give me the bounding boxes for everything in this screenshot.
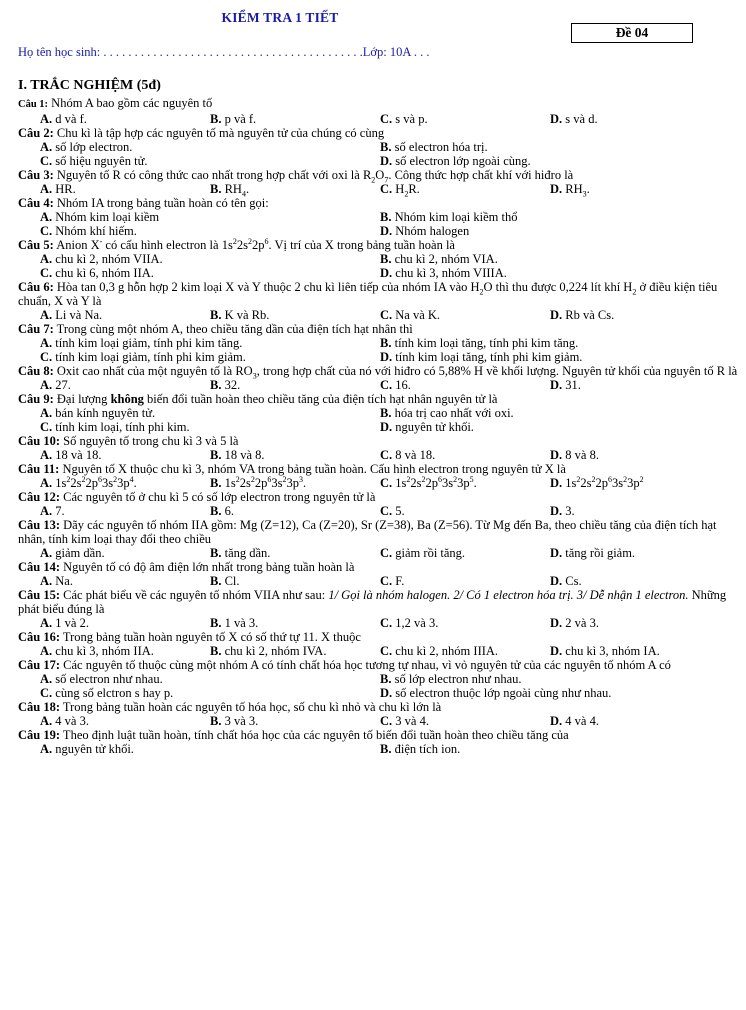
option-b[interactable]: B. 3 và 3. [210,714,259,728]
option-a[interactable]: A. 27. [40,378,71,392]
answer-options [40,546,740,560]
question-14 [18,560,740,588]
option-a[interactable]: A. nguyên tử khối. [40,742,134,756]
question-text: Nhóm A bao gồm các nguyên tố [48,96,213,110]
question-stem [18,490,740,504]
option-c[interactable]: C. F. [380,574,405,588]
question-label: Câu 2: [18,126,54,140]
question-text: Chu kì là tập hợp các nguyên tố mà nguyên tử của chúng có cùng [53,126,385,140]
option-a[interactable]: A. số lớp electron. [40,140,133,154]
option-b[interactable]: B. $RH_4$. [210,182,250,199]
question-stem [18,630,740,644]
question-11 [18,462,740,490]
option-b[interactable]: B. chu kì 2, nhóm VIA. [380,252,498,266]
question-label: Câu 14: [18,560,61,574]
option-d[interactable]: D. Rb và Cs. [550,308,615,322]
question-stem [18,588,740,616]
option-c[interactable]: C. $H_2R$. [380,182,420,199]
option-c[interactable]: C. 16. [380,378,411,392]
option-a[interactable]: A. Li và Na. [40,308,103,322]
option-b[interactable]: B. tăng dần. [210,546,271,560]
question-label: Câu 3: [18,168,54,182]
question-stem [18,280,740,308]
option-c[interactable]: C. $1s^22s^22p^63s^23p^5$. [380,474,477,490]
answer-options [40,644,740,658]
option-b[interactable]: B. 18 và 8. [210,448,265,462]
question-text: Các nguyên tố ở chu kì 5 có số lớp electron trong nguyên tử là [60,490,376,504]
question-text: Các nguyên tố thuộc cùng một nhóm A có tính chất hóa học tương tự nhau, vì vỏ nguyên tử của các nguyên tố nhóm A có [60,658,671,672]
question-stem [18,126,740,140]
option-c[interactable]: C. s và p. [380,112,428,126]
question-16 [18,630,740,658]
question-text: Nguyên tố R có công thức cao nhất trong hợp chất với oxi là $R_2O_7$. Công thức hợp chất khí với hiđro là [53,168,574,185]
question-stem [18,392,740,406]
question-2 [18,126,740,168]
question-text: Theo định luật tuần hoàn, tính chất hóa học của các nguyên tố biến đổi tuần hoàn theo chiều tăng của [60,728,569,742]
section-heading: I. TRẮC NGHIỆM (5đ) [18,78,161,93]
option-b[interactable]: B. hóa trị cao nhất với oxi. [380,406,514,420]
answer-options [40,378,740,392]
option-d[interactable]: D. 31. [550,378,581,392]
question-text: Nhóm IA trong bảng tuần hoàn có tên gọi: [53,196,269,210]
question-stem [18,700,740,714]
option-c[interactable]: C. chu kì 6, nhóm IIA. [40,266,154,280]
question-stem [18,364,740,381]
option-a[interactable]: A. Na. [40,574,73,588]
option-c[interactable]: C. chu kì 2, nhóm IIIA. [380,644,499,658]
question-12 [18,490,740,518]
option-d[interactable]: D. $RH_3$. [550,182,590,199]
option-c[interactable]: C. 8 và 18. [380,448,436,462]
option-b[interactable]: B. chu kì 2, nhóm IVA. [210,644,327,658]
question-text: Các phát biểu về các nguyên tố nhóm VIIA như sau: 1/ Gọi là nhóm halogen. 2/ Có 1 electron hóa trị. 3/ Dễ nhận 1 electron. Những phát biểu đúng là [18,588,727,616]
option-d[interactable]: D. 3. [550,504,575,518]
option-b[interactable]: B. K và Rb. [210,308,270,322]
option-c[interactable]: C. số hiệu nguyên tử. [40,154,148,168]
question-text: Oxit cao nhất của một nguyên tố là $RO_3$, trong hợp chất của nó với hiđro có 5,88% H về khối lượng. Nguyên tử khối của nguyên tố R là [53,364,738,381]
question-stem [18,518,740,546]
question-stem [18,196,740,210]
question-label: Câu 11: [18,462,60,476]
question-text: Số nguyên tố trong chu kì 3 và 5 là [60,434,239,448]
question-label: Câu 13: [18,518,61,532]
question-text: Nguyên tố X thuộc chu kì 3, nhóm VA trong bảng tuần hoàn. Cấu hình electron trong nguyên tử X là [59,462,566,476]
option-b[interactable]: B. điện tích ion. [380,742,461,756]
answer-options [40,182,740,199]
option-a[interactable]: A. 7. [40,504,65,518]
option-d[interactable]: D. 4 và 4. [550,714,599,728]
question-5 [18,238,740,280]
question-text: Dãy các nguyên tố nhóm IIA gồm: Mg (Z=12), Ca (Z=20), Sr (Z=38), Ba (Z=56). Từ Mg đến Ba, theo chiều tăng của điện tích hạt nhân, tính kim loại thay đổi theo chiều [18,518,717,546]
option-a[interactable]: A. d và f. [40,112,87,126]
question-9 [18,392,740,434]
option-b[interactable]: B. tính kim loại tăng, tính phi kim tăng. [380,336,579,350]
question-text: Đại lượng không biến đổi tuần hoàn theo chiều tăng của điện tích hạt nhân nguyên tử là [53,392,498,406]
option-d[interactable]: D. 2 và 3. [550,616,599,630]
question-stem [18,658,740,672]
question-8 [18,364,740,392]
option-d[interactable]: D. s và d. [550,112,598,126]
option-a[interactable]: A. chu kì 3, nhóm IIA. [40,644,154,658]
option-a[interactable]: A. tính kim loại giảm, tính phi kim tăng. [40,336,243,350]
answer-options [40,574,740,588]
exam-code-box: Đề 04 [571,23,693,43]
question-stem [18,322,740,336]
question-label: Câu 6: [18,280,54,294]
question-stem [18,238,740,252]
option-d[interactable]: D. 8 và 8. [550,448,599,462]
question-4 [18,196,740,238]
answer-options [40,714,740,728]
option-a[interactable]: A. 18 và 18. [40,448,102,462]
option-c[interactable]: C. 3 và 4. [380,714,429,728]
answer-options [40,504,740,518]
question-17 [18,658,740,700]
answer-options [40,210,740,238]
option-c[interactable]: C. cùng số elctron s hay p. [40,686,174,700]
answer-options [40,406,740,434]
question-label: Câu 7: [18,322,54,336]
question-19 [18,728,740,756]
option-b[interactable]: B. 32. [210,378,241,392]
question-text: Nguyên tố có độ âm điện lớn nhất trong bảng tuần hoàn là [60,560,355,574]
option-d[interactable]: D. số electron lớp ngoài cùng. [380,154,531,168]
option-d[interactable]: D. chu kì 3, nhóm VIIIA. [380,266,507,280]
question-list [18,96,740,756]
answer-options [40,742,740,756]
option-d[interactable]: D. số electron thuộc lớp ngoài cùng như nhau. [380,686,612,700]
option-d[interactable]: D. Nhóm halogen [380,224,470,238]
question-stem [18,462,740,476]
option-a[interactable]: A. giảm dần. [40,546,105,560]
option-b[interactable]: B. $1s^22s^22p^63s^23p^3$. [210,474,307,490]
question-label: Câu 15: [18,588,61,602]
option-a[interactable]: A. bán kính nguyên tử. [40,406,156,420]
question-3 [18,168,740,199]
answer-options [40,672,740,700]
question-stem [18,434,740,448]
option-b[interactable]: B. số electron hóa trị. [380,140,488,154]
question-6 [18,280,740,322]
question-label: Câu 10: [18,434,61,448]
option-c[interactable]: C. 1,2 và 3. [380,616,439,630]
option-b[interactable]: B. 1 và 3. [210,616,259,630]
question-stem [18,560,740,574]
option-c[interactable]: C. 5. [380,504,405,518]
question-text: Trong cùng một nhóm A, theo chiều tăng dần của điện tích hạt nhân thì [53,322,413,336]
question-label: Câu 18: [18,700,61,714]
option-a[interactable]: A. HR. [40,182,76,196]
option-a[interactable]: A. $1s^22s^22p^63s^23p^4$. [40,474,137,490]
option-a[interactable]: A. Nhóm kim loại kiềm [40,210,160,224]
option-c[interactable]: C. Nhóm khí hiếm. [40,224,137,238]
answer-options [40,112,740,126]
answer-options [40,616,740,630]
option-d[interactable]: D. tính kim loại tăng, tính phi kim giảm. [380,350,583,364]
answer-options [40,140,740,168]
option-d[interactable]: D. nguyên tử khối. [380,420,474,434]
option-d[interactable]: D. chu kì 3, nhóm IA. [550,644,660,658]
option-a[interactable]: A. 4 và 3. [40,714,89,728]
question-15 [18,588,740,630]
question-label: Câu 12: [18,490,61,504]
question-stem [18,168,740,185]
option-b[interactable]: B. p và f. [210,112,257,126]
option-b[interactable]: B. Cl. [210,574,240,588]
question-10 [18,434,740,462]
question-text: Hòa tan 0,3 g hỗn hợp 2 kim loại X và Y thuộc 2 chu kì liên tiếp của nhóm IA vào $H_2O$ thì thu được 0,224 lít khí $H_2$ ở điều kiện tiêu chuẩn, X và Y là [18,280,718,308]
answer-options [40,476,740,490]
question-label: Câu 19: [18,728,61,742]
question-label: Câu 5: [18,238,54,252]
option-a[interactable]: A. 1 và 2. [40,616,89,630]
question-label: Câu 16: [18,630,61,644]
question-label: Câu 4: [18,196,54,210]
option-d[interactable]: D. tăng rồi giảm. [550,546,636,560]
question-stem [18,96,740,112]
option-a[interactable]: A. chu kì 2, nhóm VIIA. [40,252,163,266]
option-b[interactable]: B. 6. [210,504,234,518]
answer-options [40,448,740,462]
question-text: Anion X- có cấu hình electron là $1s^22s^22p^6$. Vị trí của X trong bảng tuần hoàn là [53,236,455,252]
answer-options [40,308,740,322]
question-label: Câu 9: [18,392,54,406]
question-18 [18,700,740,728]
option-c[interactable]: C. tính kim loại giảm, tính phi kim giảm. [40,350,246,364]
option-b[interactable]: B. Nhóm kim loại kiềm thổ [380,210,518,224]
option-c[interactable]: C. giảm rồi tăng. [380,546,466,560]
question-label: Câu 8: [18,364,54,378]
question-7 [18,322,740,364]
option-b[interactable]: B. số lớp electron như nhau. [380,672,522,686]
option-d[interactable]: D. $1s^22s^22p^63s^23p^2$ [550,474,644,490]
question-stem [18,728,740,742]
option-c[interactable]: C. Na và K. [380,308,441,322]
question-13 [18,518,740,560]
option-c[interactable]: C. tính kim loại, tính phi kim. [40,420,190,434]
page-title: KIỂM TRA 1 TIẾT [221,10,339,25]
question-1 [18,96,740,126]
answer-options [40,336,740,364]
option-d[interactable]: D. Cs. [550,574,582,588]
question-label: Câu 17: [18,658,61,672]
student-info-line: Họ tên học sinh: . . . . . . . . . . . . . . . . . . . . . . . . . . . . . . . . . . . . . . . . . .Lớp: 10A . . . [18,45,430,59]
question-text: Trong bảng tuần hoàn các nguyên tố hóa học, số chu kì nhỏ và chu kì lớn là [60,700,442,714]
option-a[interactable]: A. số electron như nhau. [40,672,163,686]
answer-options [40,252,740,280]
question-label: Câu 1: [18,99,49,110]
question-text: Trong bảng tuần hoàn nguyên tố X có số thứ tự 11. X thuộc [60,630,361,644]
